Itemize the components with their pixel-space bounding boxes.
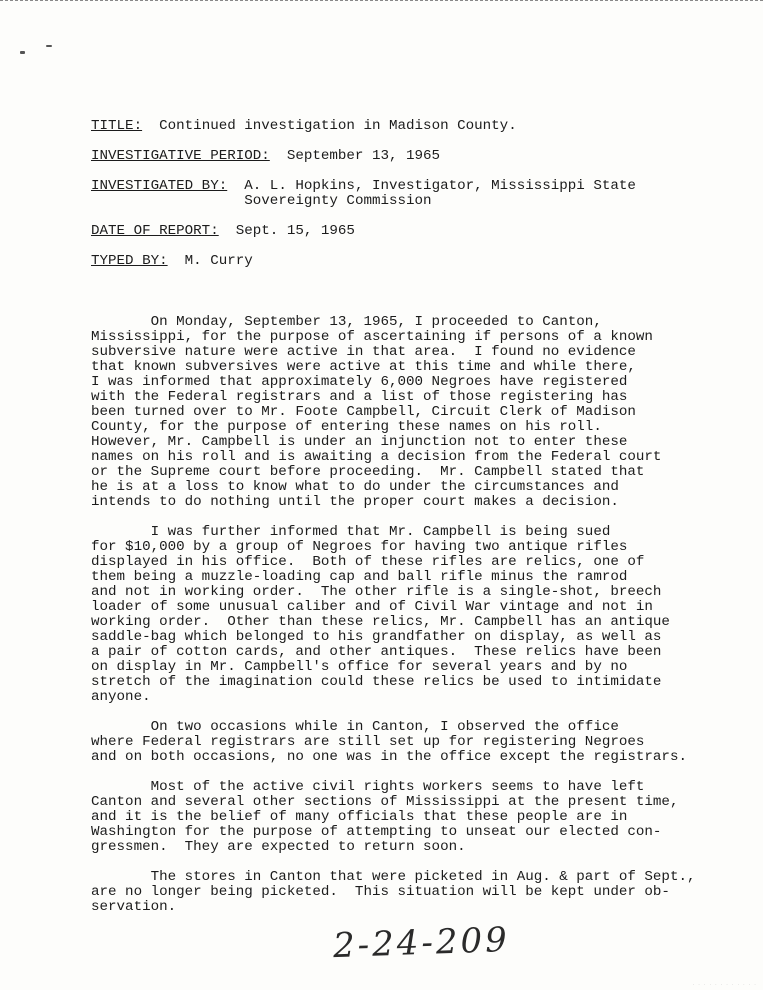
investigated-value: A. L. Hopkins, Investigator, Mississippi State Sovereignty Commission (244, 178, 636, 209)
investigated-line (91, 179, 751, 209)
title-label: TITLE: (91, 118, 143, 134)
handwritten-file-number: 2-24-209 (332, 919, 511, 967)
date-line (91, 224, 751, 239)
period-value: September 13, 1965 (269, 148, 441, 164)
typed-line (91, 254, 751, 269)
date-value: Sept. 15, 1965 (218, 223, 355, 239)
paragraph: The stores in Canton that were picketed in Aug. & part of Sept., are no longer being picketed. This situation will be kept under ob- servation. (91, 869, 696, 915)
paragraph: I was further informed that Mr. Campbell is being sued for $10,000 by a group of Negroes for having two antique rifles displayed in his office. Both of these rifles are relics, one of them being a muzzle-loading cap and ball rifle minus the ramrod and not in working order. The other rifle is a single-shot, breech loader of some unusual caliber and of Civil War vintage and not in working order. Other than these relics, Mr. Campbell has an antique saddle-bag which belonged to his grandfather on display, as well as a pair of cotton cards, and other antiques. These relics have been on display in Mr. Campbell's office for several years and by no stretch of the imagination could these relics be used to intimidate anyone. (91, 524, 670, 705)
scan-footer-mark: · · · · · · · · · · · · (692, 983, 757, 986)
title-value: Continued investigation in Madison County. (142, 118, 517, 134)
title-line (91, 119, 751, 134)
investigated-label: INVESTIGATED BY: (91, 178, 228, 194)
scan-speck (20, 51, 25, 54)
period-label: INVESTIGATIVE PERIOD: (91, 148, 270, 164)
date-label: DATE OF REPORT: (91, 223, 219, 239)
period-line (91, 149, 751, 164)
report-header (91, 119, 751, 284)
paragraph: On two occasions while in Canton, I observed the office where Federal registrars are still set up for registering Negroes and on both occasions, no one was in the office except the registrars. (91, 719, 687, 765)
typed-value: M. Curry (167, 253, 253, 269)
scan-speck (46, 45, 52, 47)
paragraph: On Monday, September 13, 1965, I proceeded to Canton, Mississippi, for the purpose of ascertaining if persons of a known subversive nature were active in that area. I found no evidence that known subversives were active at this time and while there, I was informed that approximately 6,000 Negroes have registered with the Federal registrars and a list of those registering has been turned over to Mr. Foote Campbell, Circuit Clerk of Madison County, for the purpose of entering these names on his roll. However, Mr. Campbell is under an injunction not to enter these names on his roll and is awaiting a decision from the Federal court or the Supreme court before proceeding. Mr. Campbell stated that he is at a loss to know what to do under the circumstances and intends to do nothing until the proper court makes a decision. (91, 314, 662, 510)
paragraph: Most of the active civil rights workers seems to have left Canton and several other sections of Mississippi at the present time, and it is the belief of many officials that these people are in Washington for the purpose of attempting to unseat our elected con- gressmen. They are expected to return soon. (91, 779, 679, 855)
page-top-edge (0, 0, 763, 4)
typed-label: TYPED BY: (91, 253, 168, 269)
report-body (91, 315, 751, 930)
